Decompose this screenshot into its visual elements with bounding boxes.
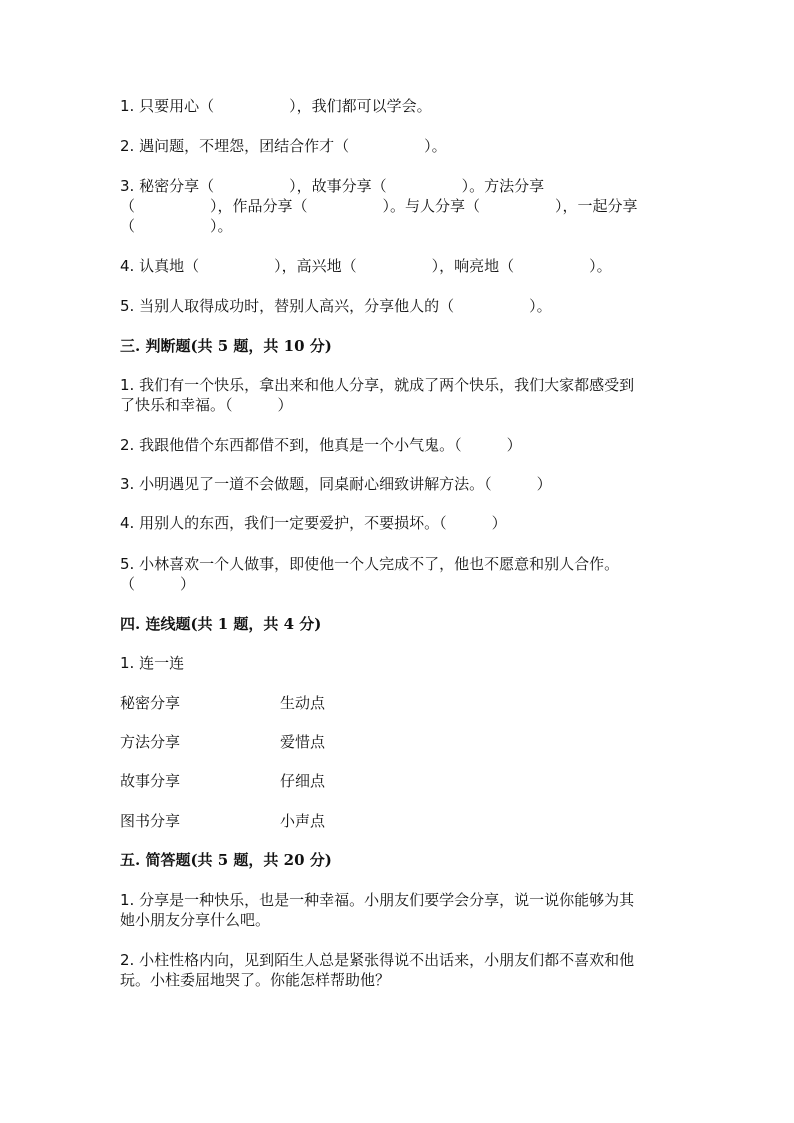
section-heading-judge: 三. 判断题(共 5 题，共 10 分) — [120, 337, 332, 355]
judge-q2: 2. 我跟他借个东西都借不到，他真是一个小气鬼。（ ） — [120, 436, 522, 454]
judge-q5-line2: （ ） — [120, 575, 196, 593]
match-right-item: 生动点 — [280, 694, 326, 712]
match-right-item: 仔细点 — [280, 772, 326, 790]
short-q1-line2: 她小朋友分享什么吧。 — [120, 911, 271, 929]
match-question: 1. 连一连 — [120, 654, 185, 672]
judge-q1-line2: 了快乐和幸福。（ ） — [120, 396, 293, 414]
fill-blank-q3-line2: （ ），作品分享（ ）。与人分享（ ），一起分享 — [120, 197, 638, 215]
fill-blank-q3-line1: 3. 秘密分享（ ），故事分享（ ）。方法分享 — [120, 177, 545, 195]
fill-blank-q3-line3: （ ）。 — [120, 217, 233, 235]
judge-q5-line1: 5. 小林喜欢一个人做事，即使他一个人完成不了，他也不愿意和别人合作。 — [120, 555, 620, 573]
fill-blank-q4: 4. 认真地（ ），高兴地（ ），响亮地（ ）。 — [120, 257, 612, 275]
match-left-item: 故事分享 — [120, 772, 181, 790]
section-heading-match: 四. 连线题(共 1 题，共 4 分) — [120, 615, 322, 633]
match-right-item: 爱惜点 — [280, 733, 326, 751]
match-left-item: 方法分享 — [120, 733, 181, 751]
short-q2-line1: 2. 小柱性格内向，见到陌生人总是紧张得说不出话来，小朋友们都不喜欢和他 — [120, 951, 635, 969]
short-q2-line2: 玩。小柱委屈地哭了。你能怎样帮助他？ — [120, 971, 391, 989]
match-left-item: 秘密分享 — [120, 694, 181, 712]
short-q1-line1: 1. 分享是一种快乐，也是一种幸福。小朋友们要学会分享，说一说你能够为其 — [120, 891, 635, 909]
match-right-item: 小声点 — [280, 812, 326, 830]
fill-blank-q2: 2. 遇问题，不埋怨，团结合作才（ ）。 — [120, 137, 447, 155]
judge-q1-line1: 1. 我们有一个快乐，拿出来和他人分享，就成了两个快乐，我们大家都感受到 — [120, 376, 635, 394]
judge-q3: 3. 小明遇见了一道不会做题，同桌耐心细致讲解方法。（ ） — [120, 475, 552, 493]
fill-blank-q1: 1. 只要用心（ ），我们都可以学会。 — [120, 97, 432, 115]
match-left-item: 图书分享 — [120, 812, 181, 830]
fill-blank-q5: 5. 当别人取得成功时，替别人高兴，分享他人的（ ）。 — [120, 297, 552, 315]
section-heading-short-answer: 五. 简答题(共 5 题，共 20 分) — [120, 851, 332, 869]
judge-q4: 4. 用别人的东西，我们一定要爱护，不要损坏。（ ） — [120, 514, 507, 532]
